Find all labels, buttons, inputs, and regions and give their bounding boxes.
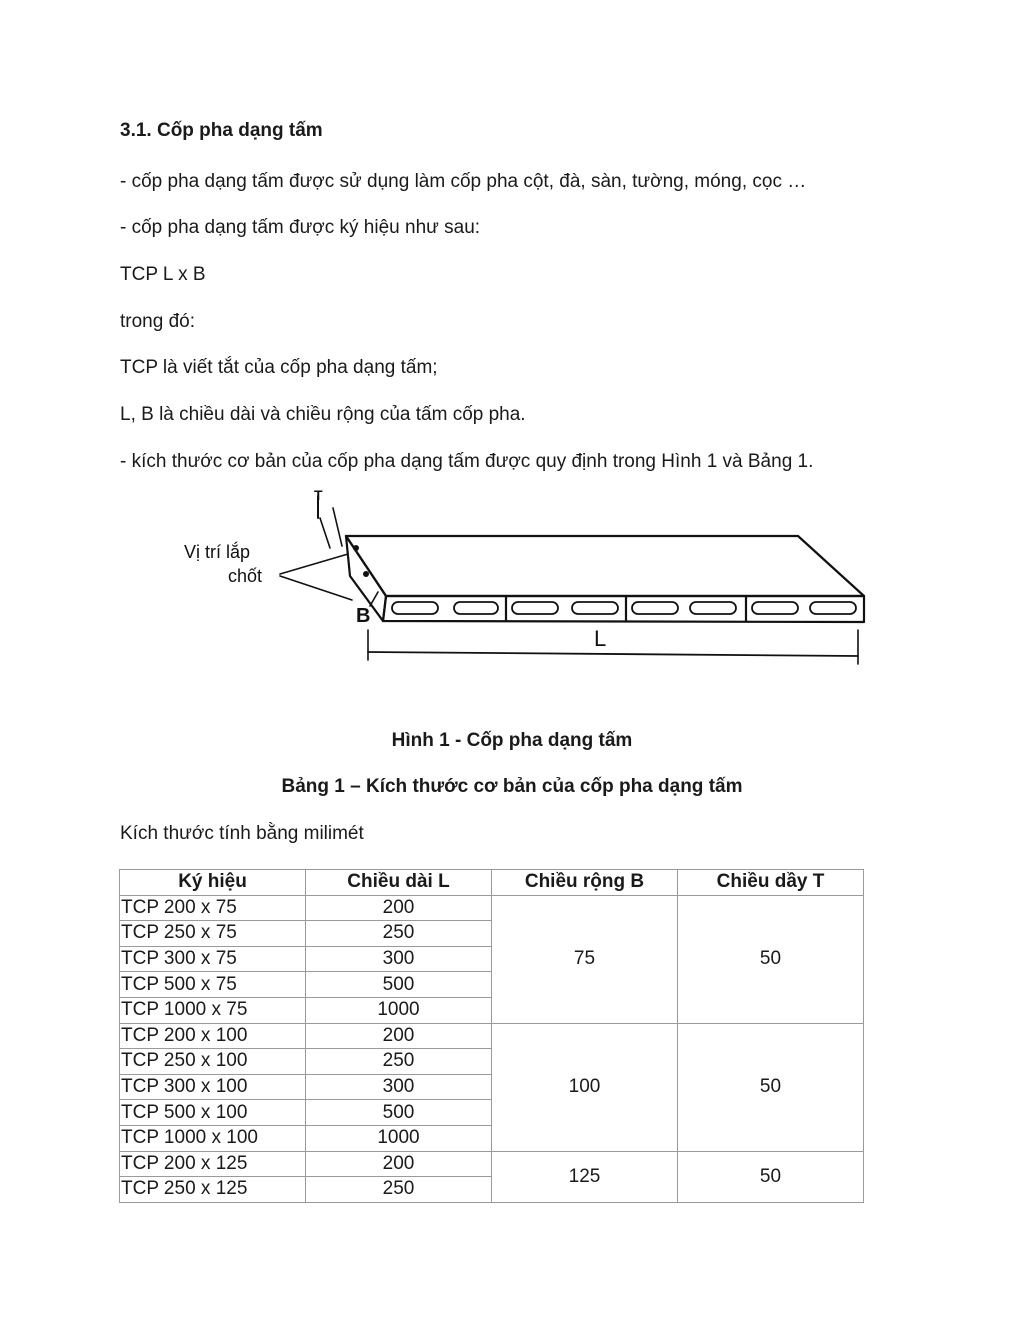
table-unit-note: Kích thước tính bằng milimét [120,823,364,844]
header-symbol: Ký hiệu [120,870,306,896]
cell-length: 200 [306,895,492,921]
table-row [120,1023,864,1049]
cell-symbol: TCP 1000 x 100 [120,1125,306,1151]
paragraph-notation-formula: TCP L x B [120,264,206,285]
cell-length: 250 [306,1049,492,1075]
pin-location-label-line1: Vị trí lắp [184,542,251,562]
cell-thickness-group: 50 [678,1023,864,1151]
table-row [120,895,864,921]
cell-symbol: TCP 500 x 75 [120,972,306,998]
cell-symbol: TCP 250 x 75 [120,921,306,947]
label-thickness-t: T [314,488,323,503]
cell-symbol: TCP 250 x 125 [120,1177,306,1203]
figure-caption: Hình 1 - Cốp pha dạng tấm [391,730,633,751]
table-title: Bảng 1 – Kích thước cơ bản của cốp pha dạng tấm [281,776,743,797]
header-thickness: Chiều dầy T [678,870,864,896]
cell-length: 250 [306,1177,492,1203]
label-length-l: L [594,626,607,651]
cell-symbol: TCP 300 x 75 [120,946,306,972]
cell-thickness-group: 50 [678,895,864,1023]
cell-width-group: 75 [492,895,678,1023]
panel-front-face [383,596,864,622]
paragraph-notation-intro: - cốp pha dạng tấm được ký hiệu như sau: [120,217,481,238]
cell-length: 300 [306,946,492,972]
formwork-panel-drawing [170,488,880,678]
header-width: Chiều rộng B [492,870,678,896]
table-header-row [120,870,864,896]
section-heading: 3.1. Cốp pha dạng tấm [120,120,323,141]
cell-length: 1000 [306,997,492,1023]
cell-symbol: TCP 200 x 75 [120,895,306,921]
cell-symbol: TCP 300 x 100 [120,1074,306,1100]
dimensions-table [119,869,864,1203]
cell-thickness-group: 50 [678,1151,864,1202]
paragraph-tcp-definition: TCP là viết tắt của cốp pha dạng tấm; [120,357,438,378]
cell-length: 200 [306,1023,492,1049]
cell-symbol: TCP 200 x 100 [120,1023,306,1049]
cell-length: 1000 [306,1125,492,1151]
panel-top-face [346,536,864,596]
label-width-b: B [356,605,371,627]
cell-length: 250 [306,921,492,947]
cell-symbol: TCP 250 x 100 [120,1049,306,1075]
cell-symbol: TCP 500 x 100 [120,1100,306,1126]
header-length: Chiều dài L [306,870,492,896]
cell-length: 500 [306,972,492,998]
cell-length: 200 [306,1151,492,1177]
paragraph-usage: - cốp pha dạng tấm được sử dụng làm cốp pha cột, đà, sàn, tường, móng, cọc … [120,171,807,192]
cell-width-group: 125 [492,1151,678,1202]
cell-length: 300 [306,1074,492,1100]
paragraph-lb-definition: L, B là chiều dài và chiều rộng của tấm cốp pha. [120,404,526,425]
cell-symbol: TCP 200 x 125 [120,1151,306,1177]
paragraph-where: trong đó: [120,311,195,332]
table-row [120,1151,864,1177]
cell-length: 500 [306,1100,492,1126]
cell-symbol: TCP 1000 x 75 [120,997,306,1023]
formwork-panel-figure [170,488,880,678]
paragraph-dimensions-reference: - kích thước cơ bản của cốp pha dạng tấm được quy định trong Hình 1 và Bảng 1. [120,451,814,472]
pin-location-label-line2: chốt [228,566,263,586]
cell-width-group: 100 [492,1023,678,1151]
